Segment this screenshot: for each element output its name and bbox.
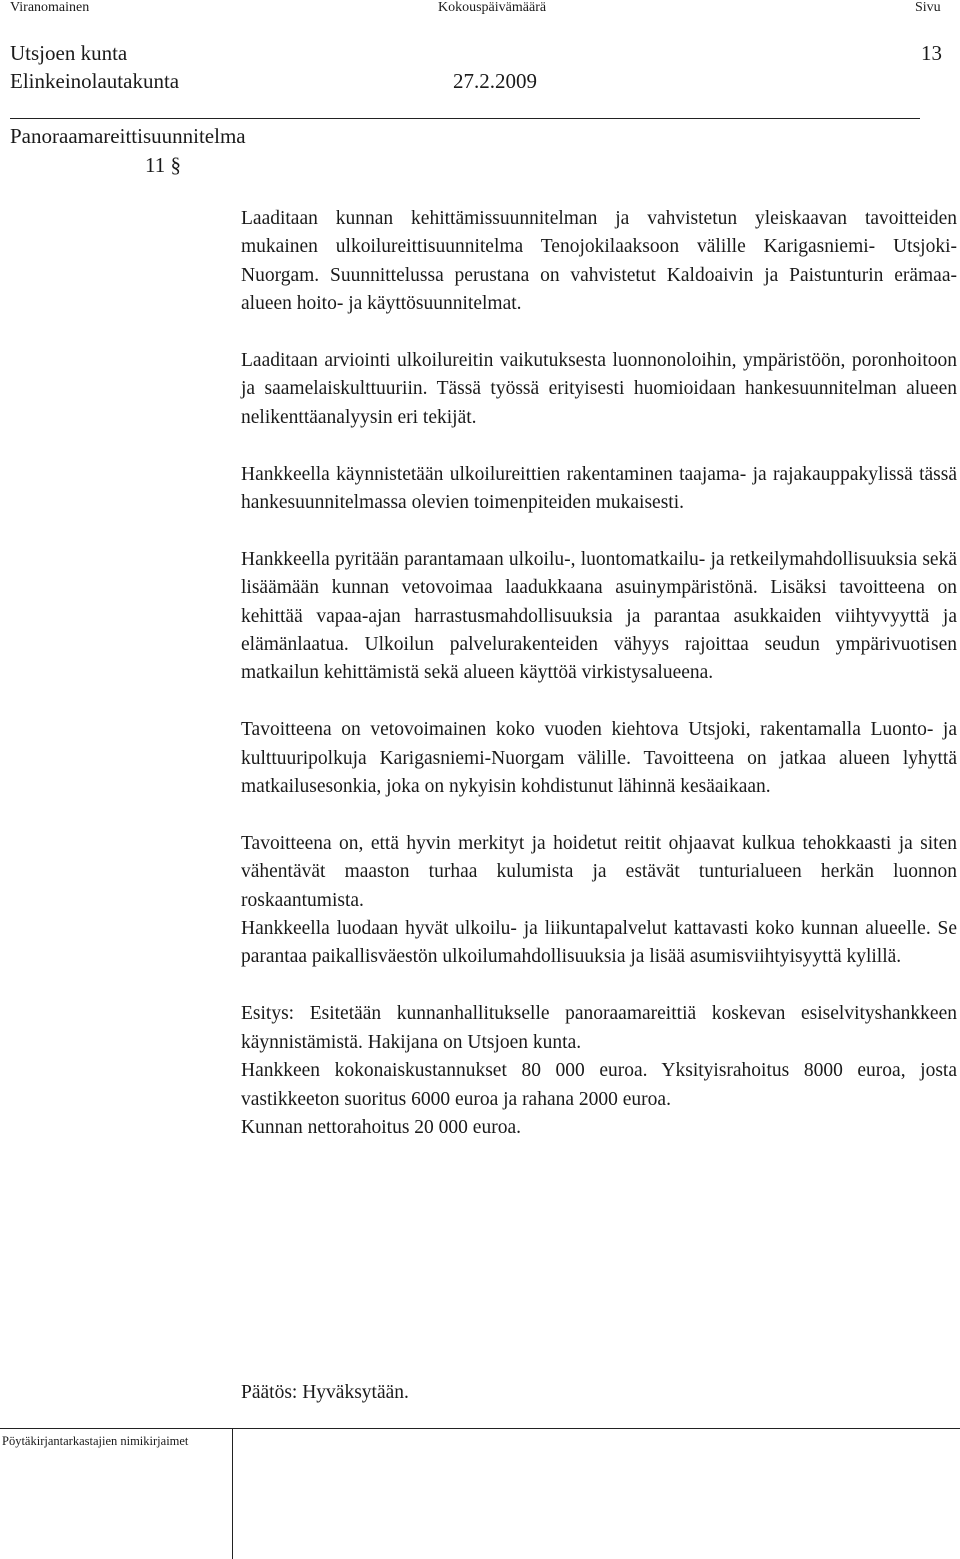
paragraph-net-funding: Kunnan nettorahoitus 20 000 euroa. <box>241 1116 521 1138</box>
header-page-label: Sivu <box>915 0 941 15</box>
decision: Päätös: Hyväksytään. <box>241 1382 409 1403</box>
paragraph-services: Hankkeella luodaan hyvät ulkoilu- ja liikuntapalvelut kattavasti koko kunnan alueelle. Se parantaa paikallisväestön ulkoilumahdollisuuksia ja lisää asumisviihtyisyyttä kylillä. <box>241 918 957 968</box>
page-number: 13 <box>921 41 942 65</box>
paragraph-goals: Hankkeella pyritään parantamaan ulkoilu-, luontomatkailu- ja retkeilymahdollisuuksia sekä lisäämään kunnan vetovoimaa laadukkaana asuinympäristönä. Lisäksi tavoitteena on kehittää vapaa-ajan harrastusmahdollisuuksia ja parantaa asukkaiden viihtyvyyttä ja elämänlaatua. Ulkoilun palvelurakenteiden vähyys rajoittaa seudun ympärivuotisen matkailun kehittämistä sekä alueen käyttöä virkistysalueena. <box>241 548 957 684</box>
paragraph-costs: Hankkeen kokonaiskustannukset 80 000 euroa. Yksityisrahoitus 8000 euroa, josta vastikkeeton suoritus 6000 euroa ja rahana 2000 euroa. <box>241 1060 957 1110</box>
paragraph-trails: Tavoitteena on, että hyvin merkityt ja hoidetut reitit ohjaavat kulkua tehokkaasti ja siten vähentävät maaston turhaa kulumista ja estävät tunturialueen herkän luonnon roskaantumista. <box>241 832 957 911</box>
header-meeting-date-label: Kokouspäivämäärä <box>438 0 547 15</box>
paragraph-plan: Laaditaan kunnan kehittämissuunnitelman ja vahvistetun yleiskaavan tavoitteiden mukainen ulkoilureittisuunnitelma Tenojokilaaksoon välille Karigasniemi- Utsjoki- Nuorgam. Suunnittelussa perustana on vahvistetut Kaldoaivin ja Paistunturin erämaa-alueen hoito- ja käyttösuunnitelmat. <box>241 208 957 315</box>
municipality-name: Utsjoen kunta <box>10 41 128 65</box>
section-number: 11 § <box>145 153 181 177</box>
footer-divider <box>0 1428 960 1429</box>
header-authority-label: Viranomainen <box>10 0 90 15</box>
footer-initials-label: Pöytäkirjantarkastajien nimikirjaimet <box>2 1434 189 1448</box>
paragraph-construction: Hankkeella käynnistetään ulkoilureittien rakentaminen taajama- ja rajakauppakylissä tässä hankesuunnitelmassa olevien toimenpiteiden mukaisesti. <box>241 463 957 514</box>
meeting-date: 27.2.2009 <box>453 69 537 93</box>
paragraph-attraction: Tavoitteena on vetovoimainen koko vuoden kiehtova Utsjoki, rakentamalla Luonto- ja kulttuuripolkuja Karigasniemi-Nuorgam välille. Tavoitteena on jatkaa alueen lyhyttä matkailusesonkia, joka on nykyisin kohdistunut lähinnä kesäaikaan. <box>241 719 957 798</box>
board-name: Elinkeinolautakunta <box>10 69 180 93</box>
footer-column-divider <box>232 1428 233 1559</box>
header-divider <box>10 118 920 119</box>
minutes-body <box>241 205 957 1142</box>
paragraph-assessment: Laaditaan arviointi ulkoilureitin vaikutuksesta luonnonoloihin, ympäristöön, poronhoitoon ja saamelaiskulttuuriin. Tässä työssä erityisesti huomioidaan hankesuunnitelman alueen nelikenttäanalyysin eri tekijät. <box>241 350 957 428</box>
section-title: Panoraamareittisuunnitelma <box>10 124 246 148</box>
paragraph-proposal: Esitys: Esitetään kunnanhallitukselle panoraamareittiä koskevan esiselvityshankkeen käynnistämistä. Hakijana on Utsjoen kunta. <box>241 1003 957 1053</box>
